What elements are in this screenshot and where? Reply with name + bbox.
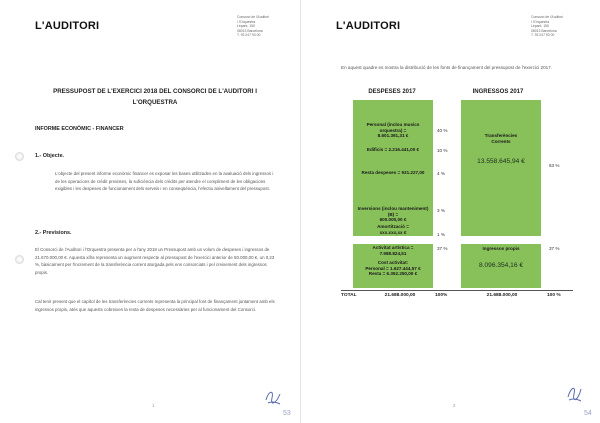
- income-label: Transferències: [484, 133, 518, 138]
- total-expenses: 21.688.000,00: [384, 293, 416, 298]
- section-2-text: El Consorci de l'Auditori i l'Orquestra presenta per a l'any 2018 un Pressupost amb un volum de despeses i ingressos de 21.670.000,00 €. Aquesta xifra representa un augment respecte al pressupost de l'exercici anterior de 50.000,00 €, un 0,23 %, bàsicament per l'increment de la transferència corrent atorgada pels ens consorciats i pel creixement dels ingressos propis.: [35, 247, 275, 275]
- address-line: Lepant, 150: [237, 24, 255, 29]
- stamp-number: 54: [584, 410, 592, 417]
- expense-row-personal: [355, 122, 431, 139]
- expense-pct: 3 %: [437, 208, 445, 213]
- expense-pct: 10 %: [437, 148, 448, 153]
- expense-label: Cost activitat:: [377, 260, 409, 266]
- income-green-block: [461, 100, 541, 236]
- expense-label: Edificis = 2.216.441,00 €: [366, 147, 420, 152]
- income-own-value: 8.096.354,16 €: [479, 262, 523, 269]
- page-number: 2: [453, 403, 456, 408]
- auditori-logo: L'AUDITORI: [336, 20, 401, 32]
- income-pct: 63 %: [549, 163, 560, 168]
- expenses-header: DESPESES 2017: [368, 89, 416, 95]
- signature-icon: [262, 386, 284, 408]
- stamp-number: 53: [283, 410, 291, 417]
- page-number: 1: [152, 403, 155, 408]
- total-income: 21.688.000,00: [486, 293, 518, 298]
- address-line: Consorci de l'Auditori: [237, 15, 269, 19]
- section-1-text: L'objecte del present informe econòmic financer es exposar les bases utilitzades en la avaluació dels ingressos i de les operacions de crèdit previstes, la suficiència dels crèdits per atendre el compliment de les obligacions exigibles i les despeses de funcionament dels serveis i en conseqüència, l'efectiu anivellament del pressupost.: [55, 171, 274, 191]
- document-page-2: [300, 0, 600, 423]
- address-line: i l'Orquestra: [237, 19, 256, 24]
- income-label: Ingressos propis: [482, 246, 520, 251]
- expense-label: Amortització =: [377, 224, 409, 229]
- expense-row-amortization: [355, 224, 431, 235]
- income-header: INGRESSOS 2017: [472, 89, 524, 95]
- expense-row-other: [355, 170, 431, 176]
- income-transfers-value: 13.558.645,94 €: [477, 158, 525, 165]
- expense-label: Resta despeses = 931.227,00: [361, 170, 425, 175]
- auditori-logo: L'AUDITORI: [35, 20, 100, 32]
- income-row-own: [463, 246, 539, 252]
- punch-hole-icon: [15, 152, 24, 161]
- expense-label: Activitat artística =: [372, 245, 414, 250]
- expense-value: 600.000,00 €: [379, 217, 407, 223]
- intro-text: En aquest quadre es mostra la distribució de les fonts de finançament del pressupost de l'exercici 2017.: [341, 65, 553, 70]
- expense-pct: 37 %: [437, 246, 448, 251]
- address-line: 08013 Barcelona: [531, 28, 557, 33]
- expense-row-investments: [355, 206, 431, 223]
- section-2-text-b: Cal tenir present que el capítol de les transferències corrents representa la principal font de finançament juntament amb els ingressos propis, atès que aquests cobreixen la resta de despeses necessàries per al funcionament del Consorci.: [35, 299, 275, 312]
- expense-pct: 40 %: [437, 128, 448, 133]
- expense-value: 7.988.824,51: [379, 250, 407, 256]
- address-line: T. 93 247 93 00: [531, 33, 555, 38]
- expense-label: Personal = 1.627.444,57 €: [365, 265, 421, 271]
- expense-value: 8.601.391,31 €: [377, 133, 409, 139]
- section-2-heading: 2.- Previsions.: [35, 230, 72, 236]
- section-1-heading: 1.- Objecte.: [35, 153, 65, 159]
- address-block: [531, 15, 587, 38]
- expense-pct: 1 %: [437, 232, 445, 237]
- expense-pct: 4 %: [437, 171, 445, 176]
- income-label: Corrents: [491, 138, 511, 144]
- expense-row-activity: [355, 245, 431, 277]
- address-line: Consorci de l'Auditori: [531, 15, 563, 19]
- signature-icon: [563, 382, 585, 404]
- address-block: [237, 15, 293, 38]
- address-line: i l'Orquestra: [531, 19, 550, 24]
- address-line: 08013 Barcelona: [237, 28, 263, 33]
- total-label: TOTAL: [341, 293, 357, 298]
- expense-row-buildings: [355, 147, 431, 153]
- expense-label: Personal (inclou musics orquestra) =: [366, 122, 420, 133]
- expense-label: Resta = 6.352.250,00 €: [368, 271, 418, 277]
- address-line: T. 93 247 93 00: [237, 33, 261, 38]
- punch-hole-icon: [15, 255, 24, 264]
- total-divider: [341, 290, 573, 291]
- document-title: PRESSUPOST DE L'EXERCICI 2018 DEL CONSORCI DE L'AUDITORI I L'ORQUESTRA: [53, 88, 257, 106]
- income-row-transfers: [463, 133, 539, 144]
- report-heading: INFORME ECONÒMIC - FINANCER: [35, 126, 124, 132]
- total-expenses-pct: 100%: [435, 293, 448, 298]
- address-line: Lepant, 150: [531, 24, 549, 29]
- income-pct: 37 %: [549, 246, 560, 251]
- total-income-pct: 100 %: [547, 293, 561, 298]
- expense-label: Inversions (inclou manteniment) (B) =: [357, 206, 429, 217]
- expense-value: xxx.xxx,xx €: [379, 229, 407, 235]
